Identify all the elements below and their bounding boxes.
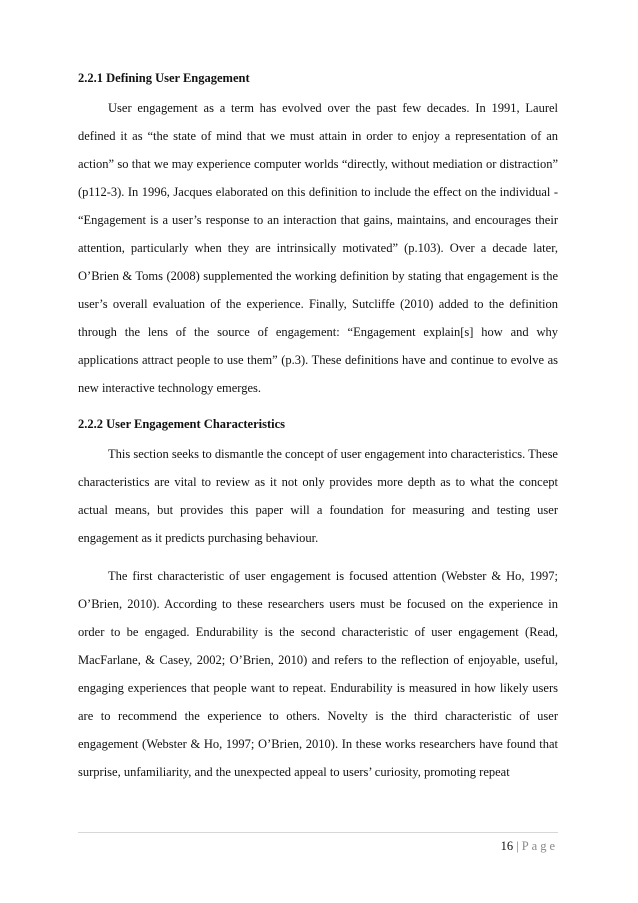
footer-divider: [78, 832, 558, 833]
page-number: 16: [500, 839, 514, 853]
page-content: [78, 70, 558, 786]
paragraph-defining-user-engagement: User engagement as a term has evolved over the past few decades. In 1991, Laurel defined it as “the state of mind that we must attain in order to enjoy a representation of an action” so that we may experience computer worlds “directly, without mediation or distraction” (p112-3). In 1996, Jacques elaborated on this definition to include the effect on the individual - “Engagement is a user’s response to an interaction that gains, maintains, and encourages their attention, particularly when they are intrinsically motivated” (p.103). Over a decade later, O’Brien & Toms (2008) supplemented the working definition by stating that engagement is the user’s overall evaluation of the experience. Finally, Sutcliffe (2010) added to the definition through the lens of the source of engagement: “Engagement explain[s] how and why applications attract people to use them” (p.3). These definitions have and continue to evolve as new interactive technology emerges.: [78, 101, 558, 395]
footer-separator: |: [516, 839, 519, 853]
page-label: Page: [521, 839, 558, 853]
paragraph-characteristics-detail: The first characteristic of user engagement is focused attention (Webster & Ho, 1997; O’Brien, 2010). According to these researchers users must be focused on the experience in order to be engaged. Endurability is the second characteristic of user engagement (Read, MacFarlane, & Casey, 2002; O’Brien, 2010) and refers to the reflection of enjoyable, useful, engaging experiences that people want to repeat. Endurability is measured in how likely users are to recommend the experience to others. Novelty is the third characteristic of user engagement (Webster & Ho, 1997; O’Brien, 2010). In these works researchers have found that surprise, unfamiliarity, and the unexpected appeal to users’ curiosity, promoting repeat: [78, 569, 558, 779]
page-footer: [501, 838, 558, 854]
section-heading-defining-user-engagement: 2.2.1 Defining User Engagement: [78, 71, 250, 85]
paragraph-characteristics-intro: This section seeks to dismantle the concept of user engagement into characteristics. These characteristics are vital to review as it not only provides more depth as to what the concept actual means, but provides this paper will a foundation for measuring and testing user engagement as it predicts purchasing behaviour.: [78, 447, 558, 545]
section-heading-user-engagement-characteristics: 2.2.2 User Engagement Characteristics: [78, 417, 286, 431]
